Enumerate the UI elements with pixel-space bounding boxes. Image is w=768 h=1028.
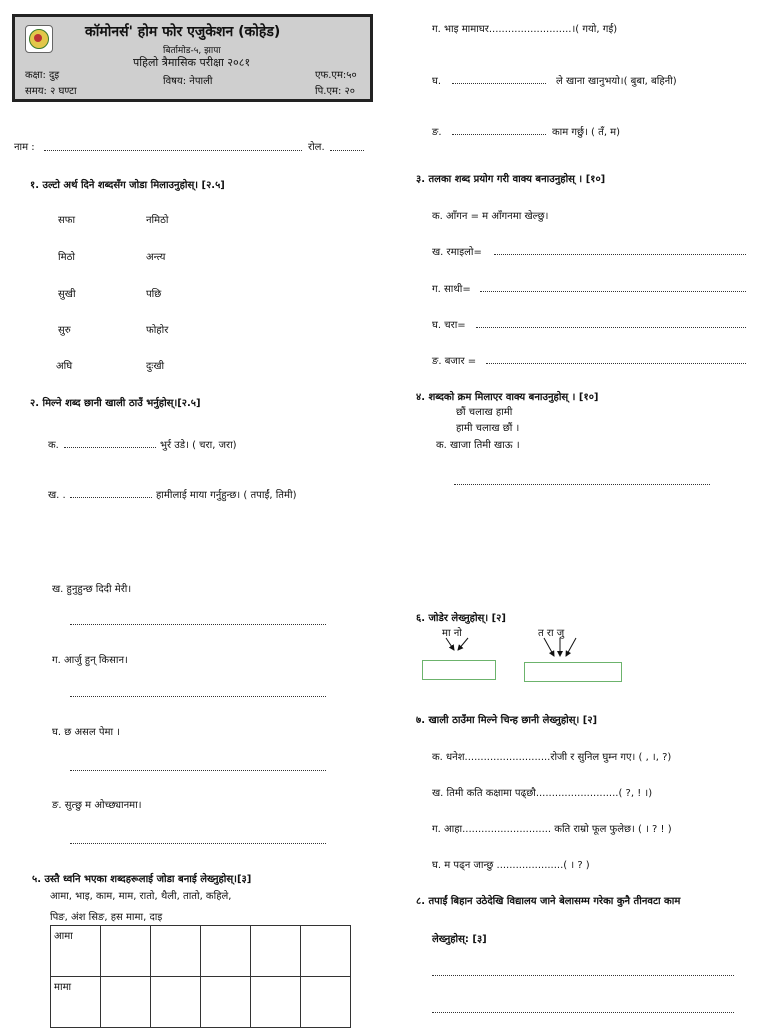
q2-b-text: हामीलाई माया गर्नुहुन्छ। ( तपाईं, तिमी)	[156, 490, 297, 501]
q5-words-line2: पिङ, अंश सिङ, हस मामा, दाइ	[50, 912, 163, 923]
class-label: कक्षा: दुइ	[25, 70, 60, 81]
table-cell[interactable]	[151, 977, 201, 1028]
q8-title-line2: लेख्नुहोस्: [३]	[432, 934, 487, 945]
q2-c-text: ग. भाइ मामाघर..........................।( गयो, गई)	[432, 24, 618, 35]
school-logo-icon	[25, 25, 53, 53]
q8-title: ८. तपाईं बिहान उठेदेखि विद्यालय जाने बेलासम्म गरेका कुनै तीनवटा काम	[416, 896, 681, 907]
answer-line[interactable]	[70, 843, 326, 844]
table-cell[interactable]	[251, 977, 301, 1028]
q5-title: ५. उस्तै ध्वनि भएका शब्दहरूलाई जोडा बनाई लेख्नुहोस्।[३]	[32, 874, 252, 885]
full-marks: एफ.एम:५०	[315, 70, 357, 81]
table-cell[interactable]	[151, 926, 201, 977]
q3-item: ख. रमाइलो=	[432, 247, 482, 258]
table-cell[interactable]	[201, 926, 251, 977]
joining-arrows-icon	[440, 636, 590, 662]
roll-label: रोल.	[308, 142, 325, 153]
name-blank[interactable]	[44, 150, 302, 151]
q2-a-blank[interactable]	[64, 447, 156, 448]
q3-item: ग. साथी=	[432, 284, 471, 295]
reorder-sentence: घ. छ असल पेमा ।	[52, 727, 121, 738]
table-row	[51, 926, 351, 977]
q3-item: क. आँगन = म आँगनमा खेल्छु।	[432, 211, 549, 222]
answer-line[interactable]	[486, 363, 746, 364]
q2-e-label: ङ.	[432, 127, 442, 138]
q7-item: घ. म पढ्न जान्छु .....................( । ? )	[432, 860, 590, 871]
q2-a-label: क.	[48, 440, 59, 451]
q3-item: घ. चरा=	[432, 320, 466, 331]
table-cell: आमा	[51, 926, 101, 977]
q5-words-line1: आमा, भाइ, काम, माम, रातो, थैली, तातो, कहिले,	[50, 891, 232, 902]
q2-d-text: ले खाना खानुभयो।( बुबा, बहिनी)	[556, 76, 677, 87]
q2-e-text: काम गर्छु। ( तँ, म)	[552, 127, 621, 138]
reorder-sentence: ख. हुनुहुन्छ दिदी मेरी।	[52, 584, 132, 595]
school-address: बिर्तामोड-५, झापा	[163, 46, 221, 56]
q1-left-word: मिठो	[58, 252, 75, 263]
pass-marks: पि.एम: २०	[315, 86, 355, 97]
exam-title: पहिलो त्रैमासिक परीक्षा २०८१	[133, 56, 251, 69]
q1-title: १. उल्टो अर्थ दिने शब्दसँग जोडा मिलाउनुहोस्। [२.५]	[30, 180, 225, 191]
q4-example-answer: हामी चलाख छौं ।	[456, 423, 520, 434]
exam-header	[12, 14, 373, 102]
table-row	[51, 977, 351, 1028]
q4-question: क. खाजा तिमी खाऊ ।	[436, 440, 520, 451]
q2-title: २. मिल्ने शब्द छानी खाली ठाउँ भर्नुहोस्।[२.५]	[30, 398, 201, 409]
q1-right-word: फोहोर	[146, 325, 169, 336]
q4-title: ४. शब्दको क्रम मिलाएर वाक्य बनाउनुहोस् । [१०]	[416, 392, 599, 403]
q7-title: ७. खाली ठाउँमा मिल्ने चिन्ह छानी लेख्नुहोस्। [२]	[416, 715, 598, 726]
answer-line[interactable]	[70, 696, 326, 697]
q7-item: क. धनेश...........................रोजी र सुनिल घुम्न गए। ( , ।, ?)	[432, 752, 672, 763]
answer-line[interactable]	[70, 770, 326, 771]
answer-line[interactable]	[480, 291, 746, 292]
table-cell: मामा	[51, 977, 101, 1028]
q2-d-label: घ.	[432, 76, 442, 87]
table-cell[interactable]	[301, 926, 351, 977]
q1-left-word: सफा	[58, 215, 76, 226]
q6-syllables-right: त रा जु	[538, 628, 565, 639]
q2-e-blank[interactable]	[452, 134, 546, 135]
table-cell[interactable]	[251, 926, 301, 977]
reorder-sentence: ङ. सुत्छु म ओच्छ्यानमा।	[52, 800, 142, 811]
q3-item: ङ. बजार =	[432, 356, 477, 367]
q6-answer-box[interactable]	[422, 660, 496, 680]
q3-title: ३. तलका शब्द प्रयोग गरी वाक्य बनाउनुहोस् । [१०]	[416, 174, 606, 185]
q1-right-word: नमिठो	[146, 215, 169, 226]
answer-line[interactable]	[454, 484, 710, 485]
q2-b-label: ख. .	[48, 490, 66, 501]
q6-syllables-left: मा नो	[442, 628, 462, 639]
q5-pair-table	[50, 925, 351, 1028]
table-cell[interactable]	[101, 977, 151, 1028]
answer-line[interactable]	[494, 254, 746, 255]
subject-label: विषय: नेपाली	[163, 76, 213, 87]
q2-b-blank[interactable]	[70, 497, 152, 498]
table-cell[interactable]	[201, 977, 251, 1028]
roll-blank[interactable]	[330, 150, 364, 151]
q1-left-word: सुखी	[58, 289, 76, 300]
q1-left-word: अघि	[56, 361, 73, 372]
answer-line[interactable]	[432, 1012, 734, 1013]
q6-answer-box[interactable]	[524, 662, 622, 682]
q2-d-blank[interactable]	[452, 83, 546, 84]
q7-item: ख. तिमी कति कक्षामा पढ्छौ..........................( ?, ! ।)	[432, 788, 653, 799]
q6-title: ६. जोडेर लेख्नुहोस्। [२]	[416, 613, 506, 624]
table-cell[interactable]	[101, 926, 151, 977]
q7-item: ग. आहा............................ कति राम्रो फूल फुलेछ। ( । ? ! )	[432, 824, 672, 835]
q2-a-text: भुर्र उडे। ( चरा, जरा)	[160, 440, 237, 451]
name-label: नाम :	[14, 142, 35, 153]
answer-line[interactable]	[476, 327, 746, 328]
q1-right-word: अन्त्य	[146, 252, 166, 263]
q4-example-question: छौं चलाख हामी	[456, 407, 513, 418]
school-name: कॉमोनर्स' होम फोर एजुकेशन (कोहेड)	[85, 24, 281, 40]
reorder-sentence: ग. आर्जु हुन् किसान।	[52, 655, 128, 666]
q1-right-word: पछि	[146, 289, 162, 300]
answer-line[interactable]	[432, 975, 734, 976]
q1-left-word: सुरु	[58, 325, 71, 336]
q1-right-word: दुःखी	[146, 361, 165, 372]
table-cell[interactable]	[301, 977, 351, 1028]
answer-line[interactable]	[70, 624, 326, 625]
time-label: समय: २ घण्टा	[25, 86, 77, 97]
